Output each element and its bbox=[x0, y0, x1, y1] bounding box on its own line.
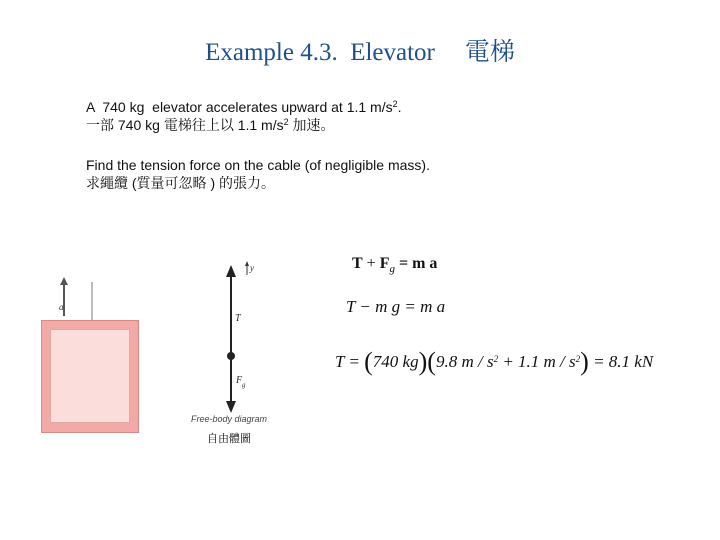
equation-vector-newton: $T + F_g = m$ a bbox=[352, 255, 438, 276]
elevator-cable bbox=[91, 282, 93, 320]
problem-line-english: A 740 kg elevator accelerates upward at 1.1 $m/s^2$. bbox=[86, 99, 402, 115]
free-body-diagram bbox=[180, 255, 300, 425]
gravity-label: F bbox=[236, 375, 243, 386]
slide-title bbox=[0, 32, 720, 68]
problem-line-chinese: 一部 740 kg 電梯往上以 1.1 $m/s^2$ 加速。 bbox=[86, 117, 335, 133]
fbd-caption-english: Free-body diagram bbox=[191, 414, 268, 424]
acceleration-label: a bbox=[59, 302, 64, 312]
question-english: Find the tension force on the cable (of negligible mass). bbox=[86, 157, 430, 173]
fbd-caption-chinese: 自由體圖 bbox=[207, 433, 251, 445]
title-english: Example 4.3. Elevator bbox=[205, 39, 435, 66]
equation-scalar: T − m g = m a bbox=[346, 297, 446, 316]
acceleration-arrow-icon bbox=[55, 276, 79, 320]
question bbox=[86, 156, 430, 192]
tension-label: T bbox=[235, 313, 241, 324]
equation-tension-result: T = (740 kg)(9.8 $m / s^2 + 1.1$ $m / s^2) = 8.1$ kN bbox=[335, 347, 654, 376]
title-chinese: 電梯 bbox=[464, 39, 515, 66]
elevator-car bbox=[41, 320, 139, 433]
elevator-interior bbox=[50, 329, 130, 423]
y-axis-label: y bbox=[250, 263, 254, 273]
problem-statement bbox=[86, 98, 402, 134]
question-chinese: 求繩纜 (質量可忽略 ) 的張力。 bbox=[86, 175, 275, 191]
gravity-label-subscript: g bbox=[242, 381, 246, 389]
